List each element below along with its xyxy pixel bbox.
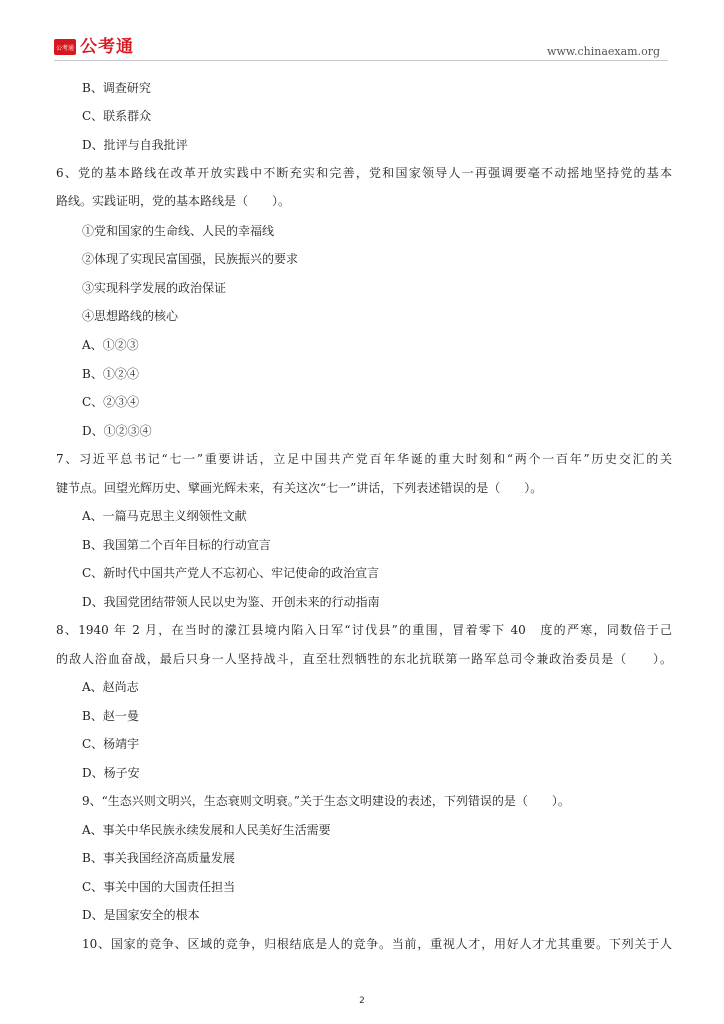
- option-c-q5: C、联系群众: [82, 109, 152, 123]
- statement-2: ②体现了实现民富国强，民族振兴的要求: [82, 252, 299, 266]
- option-c-q6: C、②③④: [82, 395, 140, 409]
- option-c-q8: C、杨靖宇: [82, 737, 140, 751]
- option-a-q9: A、事关中华民族永续发展和人民美好生活需要: [82, 823, 331, 837]
- statement-1: ①党和国家的生命线、人民的幸福线: [82, 224, 275, 238]
- option-d-q5: D、批评与自我批评: [82, 138, 188, 152]
- question-7-line-2: 键节点。回望光辉历史、擘画光辉未来，有关这次“七一”讲话，下列表述错误的是（ ）。: [56, 481, 543, 495]
- option-a-q8: A、赵尚志: [82, 680, 139, 694]
- option-b-q6: B、①②④: [82, 367, 139, 381]
- option-d-q8: D、杨子安: [82, 766, 140, 780]
- question-6-line-1: 6、党的基本路线在改革开放实践中不断充实和完善，党和国家领导人一再强调要毫不动摇地坚持党的基本: [56, 166, 672, 180]
- option-b-q9: B、事关我国经济高质量发展: [82, 851, 235, 865]
- question-8-line-1: 8、1940 年 2 月，在当时的濛江县境内陷入日军“讨伐县”的重围，冒着零下 40 度的严寒，同数倍于己: [56, 623, 672, 637]
- statement-4: ④思想路线的核心: [82, 309, 179, 323]
- statement-3: ③实现科学发展的政治保证: [82, 281, 227, 295]
- option-c-q7: C、新时代中国共产党人不忘初心、牢记使命的政治宣言: [82, 566, 380, 580]
- option-b-q5: B、调查研究: [82, 81, 151, 95]
- option-a-q7: A、一篇马克思主义纲领性文献: [82, 509, 247, 523]
- question-8-line-2: 的敌人浴血奋战，最后只身一人坚持战斗，直至壮烈牺牲的东北抗联第一路军总司令兼政治委员是（ ）。: [56, 652, 672, 666]
- option-d-q6: D、①②③④: [82, 424, 152, 438]
- option-a-q6: A、①②③: [82, 338, 139, 352]
- question-9: 9、“生态兴则文明兴，生态衰则文明衰。”关于生态文明建设的表述，下列错误的是（ ）。: [82, 794, 570, 808]
- logo-badge: 公考通: [54, 39, 76, 55]
- option-d-q7: D、我国党团结带领人民以史为鉴、开创未来的行动指南: [82, 595, 380, 609]
- brand-logo[interactable]: [54, 37, 134, 57]
- page-header: [0, 0, 724, 62]
- site-url[interactable]: www.chinaexam.org: [547, 45, 660, 58]
- logo-text: 公考通: [80, 37, 134, 57]
- question-10-line-1: 10、国家的竞争、区域的竞争，归根结底是人的竞争。当前，重视人才，用好人才尤其重要。下列关于人: [82, 937, 672, 951]
- header-divider: [54, 60, 668, 61]
- option-b-q8: B、赵一曼: [82, 709, 139, 723]
- option-b-q7: B、我国第二个百年目标的行动宣言: [82, 538, 271, 552]
- option-d-q9: D、是国家安全的根本: [82, 908, 200, 922]
- option-c-q9: C、事关中国的大国责任担当: [82, 880, 236, 894]
- question-6-line-2: 路线。实践证明，党的基本路线是（ ）。: [56, 194, 291, 208]
- page-number: 2: [359, 996, 365, 1006]
- question-7-line-1: 7、习近平总书记“七一”重要讲话，立足中国共产党百年华诞的重大时刻和“两个一百年”历史交汇的关: [56, 452, 672, 466]
